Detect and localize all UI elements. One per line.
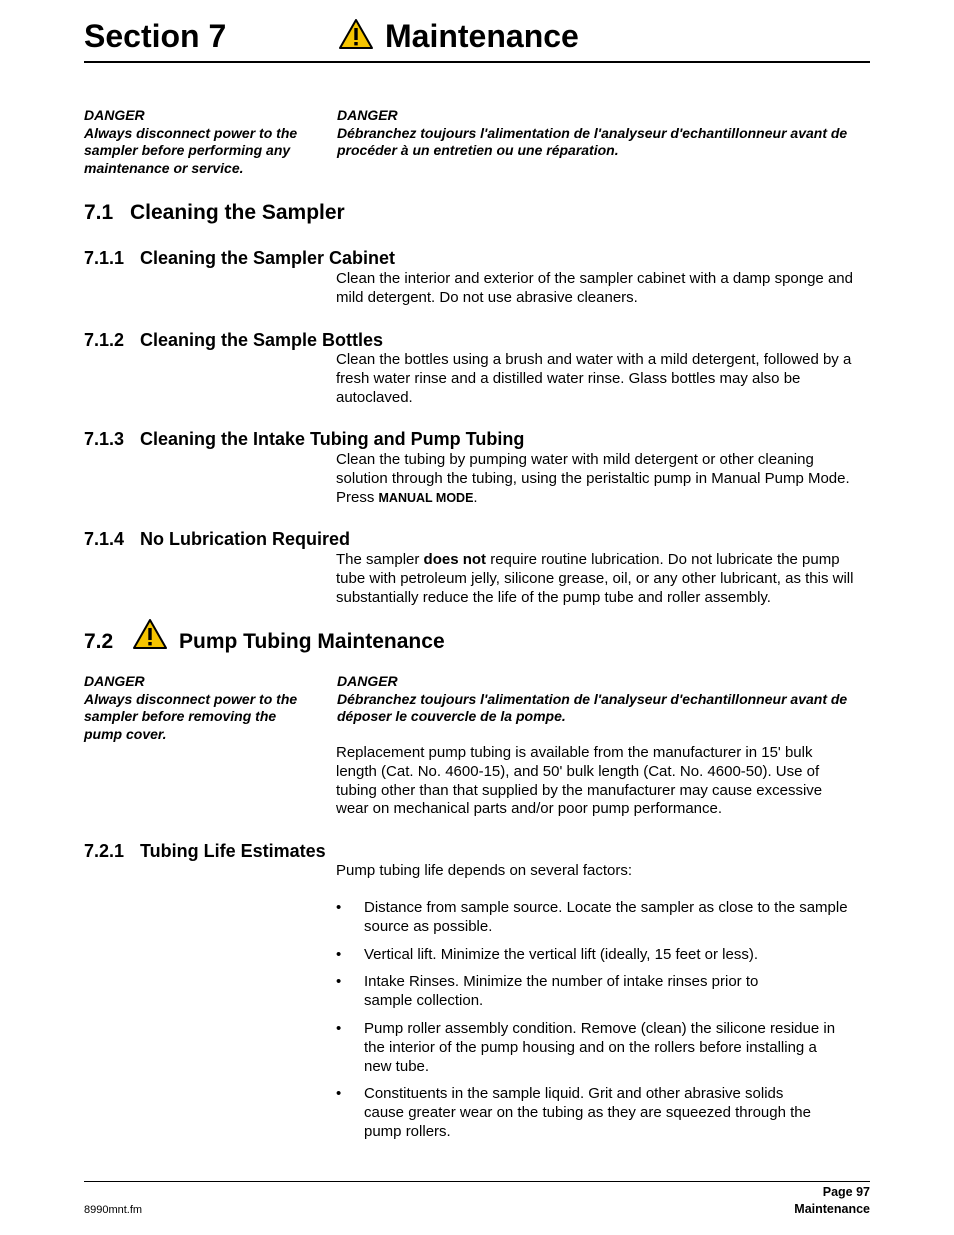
heading-7-2-text: Pump Tubing Maintenance: [179, 630, 445, 653]
list-item: [336, 973, 870, 1011]
text-run: require routine lubrication. Do not lubricate the pump: [486, 551, 840, 568]
heading-number: 7.1.2: [84, 330, 125, 350]
page-number: Page 97: [822, 1185, 870, 1199]
text-line: Vertical lift. Minimize the vertical lift (ideally, 15 feet or less).: [364, 945, 759, 963]
heading-number: 7.1.1: [84, 248, 125, 268]
heading-text: Tubing Life Estimates: [140, 841, 326, 861]
text-run: The sampler: [336, 551, 424, 568]
text-line: Distance from sample source. Locate the sampler as close to the sample: [364, 899, 848, 916]
text-line: the interior of the pump housing and on the rollers before installing a: [364, 1038, 817, 1056]
danger-notice-en: [84, 107, 324, 177]
heading-7-1-4: [84, 528, 350, 550]
text-line: Clean the tubing by pumping water with mild detergent or other cleaning: [336, 451, 814, 468]
footer-filename: 8990mnt.fm: [84, 1204, 143, 1216]
footer-page-info: [794, 1184, 870, 1218]
danger-label: DANGER: [84, 673, 145, 689]
heading-number: 7.1: [84, 201, 114, 224]
text-line: Replacement pump tubing is available from the manufacturer in 15' bulk: [336, 744, 813, 761]
text-line: autoclaved.: [336, 388, 413, 406]
heading-7-1-2: [84, 329, 383, 351]
heading-text: Cleaning the Sampler: [130, 201, 345, 224]
text-line: new tube.: [364, 1057, 430, 1075]
text-line: length (Cat. No. 4600-15), and 50' bulk length (Cat. No. 4600-50). Use of: [336, 762, 820, 780]
heading-7-1-1: [84, 247, 395, 269]
danger-notice-fr: [337, 107, 870, 160]
heading-number: 7.1.4: [84, 529, 125, 549]
list-item: [336, 1020, 870, 1076]
danger-text-line: procéder à un entretien ou une réparation.: [337, 142, 619, 158]
text-line: wear on mechanical parts and/or poor pump performance.: [336, 800, 723, 818]
text-line: substantially reduce the life of the pump tube and roller assembly.: [336, 588, 771, 606]
warning-triangle-icon: [338, 18, 374, 50]
emphasis-text: does not: [423, 551, 487, 568]
header-rule: [84, 61, 870, 63]
danger-label: DANGER: [84, 107, 145, 123]
text-line: Clean the bottles using a brush and water with a mild detergent, followed by a: [336, 351, 852, 368]
danger-text-line: Débranchez toujours l'alimentation de l'analyseur d'echantillonneur avant de: [337, 124, 848, 141]
paragraph-7-2-1-intro: [336, 862, 870, 881]
text-line: pump rollers.: [364, 1122, 451, 1140]
heading-number: 7.2.1: [84, 841, 125, 861]
press-text: Press: [336, 488, 379, 506]
heading-7-2-number: 7.2: [84, 630, 114, 653]
text-line: mild detergent. Do not use abrasive cleaners.: [336, 288, 638, 306]
text-line: fresh water rinse and a distilled water rinse. Glass bottles may also be: [336, 369, 801, 387]
bullet: •: [336, 1085, 342, 1103]
danger-text-line: déposer le couvercle de la pompe.: [337, 708, 566, 724]
paragraph-7-2: [336, 744, 870, 819]
danger-text-line: sampler before removing the: [84, 708, 277, 724]
danger-text-line: Débranchez toujours l'alimentation de l'analyseur d'echantillonneur avant de: [337, 690, 848, 707]
warning-triangle-icon: [132, 618, 168, 650]
danger-label: DANGER: [337, 673, 398, 689]
text-line: Clean the interior and exterior of the sampler cabinet with a damp sponge and: [336, 270, 853, 287]
footer-rule: [84, 1181, 870, 1182]
text-line: sample collection.: [364, 992, 484, 1010]
page-title: Maintenance: [385, 18, 579, 54]
danger-text-line: maintenance or service.: [84, 159, 244, 176]
text-line: Constituents in the sample liquid. Grit and other abrasive solids: [364, 1085, 784, 1103]
heading-7-1-3: [84, 428, 524, 450]
text-line: [336, 489, 870, 508]
paragraph-7-1-2: [336, 351, 870, 407]
text-line: [336, 551, 870, 570]
manual-mode-key: MANUAL MODE: [378, 490, 474, 505]
bullet: •: [336, 945, 342, 963]
danger-notice-fr: [337, 673, 870, 726]
text-line: Pump tubing life depends on several factors:: [336, 862, 633, 879]
paragraph-7-1-1: [336, 270, 870, 308]
bullet: •: [336, 1019, 342, 1037]
factors-list: [336, 899, 870, 1142]
heading-7-2-1: [84, 840, 326, 862]
danger-text-line: sampler before performing any: [84, 142, 291, 158]
text-line: tubing other than that supplied by the manufacturer may cause excessive: [336, 781, 823, 799]
list-item: [336, 899, 870, 937]
bullet: •: [336, 899, 342, 916]
danger-notice-en: [84, 673, 324, 743]
heading-number: 7.1.3: [84, 429, 125, 449]
list-item: [336, 946, 870, 965]
danger-text-line: pump cover.: [84, 725, 167, 742]
danger-text-line: Always disconnect power to the: [84, 124, 298, 141]
danger-text-line: Always disconnect power to the: [84, 690, 298, 707]
danger-label: DANGER: [337, 107, 398, 123]
heading-7-1: [84, 200, 345, 226]
paragraph-7-1-4: [336, 551, 870, 607]
text-line: Intake Rinses. Minimize the number of intake rinses prior to: [364, 973, 759, 991]
list-item: [336, 1085, 870, 1141]
text-line: solution through the tubing, using the peristaltic pump in Manual Pump Mode.: [336, 469, 850, 487]
text-line: source as possible.: [364, 917, 493, 935]
period: .: [473, 488, 478, 506]
heading-text: Cleaning the Sample Bottles: [140, 330, 384, 350]
heading-text: Cleaning the Sampler Cabinet: [140, 248, 396, 268]
heading-text: No Lubrication Required: [140, 529, 351, 549]
bullet: •: [336, 973, 342, 991]
heading-text: Cleaning the Intake Tubing and Pump Tubing: [140, 429, 525, 449]
section-label: Section 7: [84, 18, 227, 54]
paragraph-7-1-3: [336, 451, 870, 507]
footer-chapter: Maintenance: [794, 1202, 870, 1216]
text-line: Pump roller assembly condition. Remove (clean) the silicone residue in: [364, 1019, 836, 1037]
text-line: tube with petroleum jelly, silicone grease, oil, or any other lubricant, as this will: [336, 569, 854, 587]
text-line: cause greater wear on the tubing as they are squeezed through the: [364, 1104, 811, 1122]
